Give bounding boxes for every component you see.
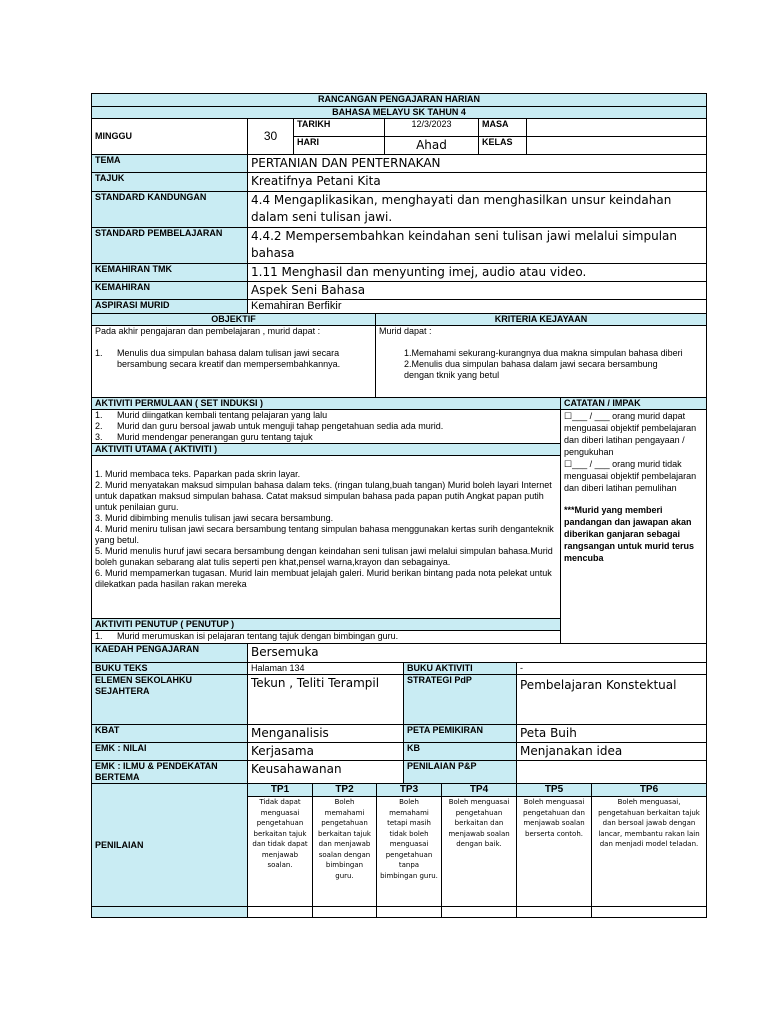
utama-item: 4. Murid meniru tulisan jawi secara bersambung tentang simpulan bahasa menggunakan kertas surih denganteknik yang betul.: [95, 524, 554, 545]
elemen-label: ELEMEN SEKOLAHKU SEJAHTERA: [92, 675, 248, 725]
tarikh-label: TARIKH: [294, 119, 385, 137]
tema-label: TEMA: [92, 155, 248, 173]
permulaan-label: AKTIVITI PERMULAAN ( SET INDUKSI ): [92, 398, 561, 410]
catatan-content: [561, 410, 707, 644]
tmk-value: 1.11 Menghasil dan menyunting imej, audio atau video.: [248, 264, 707, 282]
bottom-table: [91, 643, 707, 784]
tmk-label: KEMAHIRAN TMK: [92, 264, 248, 282]
objektif-intro: Pada akhir pengajaran dan pembelajaran , murid dapat :: [95, 326, 321, 336]
sp-label: STANDARD PEMBELAJARAN: [92, 228, 248, 264]
tp5-desc: Boleh menguasai pengetahuan dan menjawab soalan berserta contoh.: [517, 797, 592, 907]
tp4-head: TP4: [442, 784, 517, 797]
penutup-item-text: Murid merumuskan isi pelajaran tentang tajuk dengan bimbingan guru.: [117, 631, 399, 641]
aspirasi-label: ASPIRASI MURID: [92, 300, 248, 314]
tp4-desc: Boleh menguasai pengetahuan berkaitan dan menjawab soalan dengan baik.: [442, 797, 517, 907]
bukuteks-label: BUKU TEKS: [92, 663, 248, 675]
info-table: [91, 118, 707, 155]
peta-value: Peta Buih: [517, 725, 707, 743]
hari-value: Ahad: [385, 137, 479, 155]
tp3-check[interactable]: [377, 907, 442, 918]
tp6-head: TP6: [592, 784, 707, 797]
title-line2: BAHASA MELAYU SK TAHUN 4: [92, 107, 707, 119]
header-table: [91, 93, 707, 119]
tema-value: PERTANIAN DAN PENTERNAKAN: [248, 155, 707, 173]
utama-item: 6. Murid mempamerkan tugasan. Murid lain membuat jelajah galeri. Murid berikan bintang pada nota pelekat untuk dilekatkan pada hasilan rakan mereka: [95, 568, 552, 589]
utama-content: [92, 456, 561, 619]
tp2-desc: Boleh memahami pengetahuan berkaitan tajuk dan menjawab soalan dengan bimbingan guru.: [313, 797, 377, 907]
kaedah-value: Bersemuka: [248, 644, 707, 663]
kriteria-label: KRITERIA KEJAYAAN: [376, 314, 707, 326]
permulaan-content: [92, 410, 561, 444]
tp3-desc: Boleh memahami tetapi masih tidak boleh menguasai pengetahuan tanpa bimbingan guru.: [377, 797, 442, 907]
aktiviti-table: [91, 397, 707, 644]
sk-value: 4.4 Mengaplikasikan, menghayati dan menghasilkan unsur keindahan dalam seni tulisan jawi.: [248, 192, 707, 228]
kemahiran-value: Aspek Seni Bahasa: [248, 282, 707, 300]
tp1-check[interactable]: [248, 907, 313, 918]
catatan-label: CATATAN / IMPAK: [561, 398, 707, 410]
penilaian-footer-label: [92, 907, 248, 918]
utama-item: 1. Murid membaca teks. Paparkan pada skrin layar.: [95, 469, 301, 479]
penilaianpp-value: [517, 761, 707, 784]
permulaan-item: 2. Murid dan guru bersoal jawab untuk menguji tahap pengetahuan sedia ada murid.: [95, 421, 444, 431]
tp5-head: TP5: [517, 784, 592, 797]
tp6-check[interactable]: [592, 907, 707, 918]
tajuk-label: TAJUK: [92, 173, 248, 192]
hari-label: HARI: [294, 137, 385, 155]
minggu-value: 30: [248, 119, 294, 155]
ilmu-value: Keusahawanan: [248, 761, 404, 784]
ilmu-label: EMK : ILMU & PENDEKATAN BERTEMA: [92, 761, 248, 784]
tp5-check[interactable]: [517, 907, 592, 918]
tp3-head: TP3: [377, 784, 442, 797]
sp-value: 4.4.2 Mempersembahkan keindahan seni tulisan jawi melalui simpulan bahasa: [248, 228, 707, 264]
bukuaktiviti-value: -: [517, 663, 707, 675]
penutup-content: [92, 631, 561, 644]
details-table: [91, 154, 707, 314]
utama-label: AKTIVITI UTAMA ( AKTIVITI ): [92, 444, 561, 456]
tp1-desc: Tidak dapat menguasai pengetahuan berkaitan tajuk dan tidak dapat menjawab soalan.: [248, 797, 313, 907]
nilai-label: EMK : NILAI: [92, 743, 248, 761]
permulaan-item: 1. Murid diingatkan kembali tentang pelajaran yang lalu: [95, 410, 328, 420]
penilaian-table: [91, 783, 707, 918]
objektif-table: [91, 313, 707, 398]
kb-value: Menjanakan idea: [517, 743, 707, 761]
objektif-content: [92, 326, 376, 398]
objektif-label: OBJEKTIF: [92, 314, 376, 326]
sk-label: STANDARD KANDUNGAN: [92, 192, 248, 228]
kbat-label: KBAT: [92, 725, 248, 743]
kelas-label: KELAS: [479, 137, 527, 155]
penutup-label: AKTIVITI PENUTUP ( PENUTUP ): [92, 619, 561, 631]
utama-item: 5. Murid menulis huruf jawi secara bersambung dengan keindahan seni tulisan jawi melalui simpulan bahasa.Murid boleh gunakan sebarang alat tulis seperti pen khat,pensel warna,krayon dan sebagainya.: [95, 546, 553, 567]
bukuaktiviti-label: BUKU AKTIVITI: [404, 663, 517, 675]
kemahiran-label: KEMAHIRAN: [92, 282, 248, 300]
strategi-label: STRATEGI PdP: [404, 675, 517, 725]
kelas-value: [527, 137, 707, 155]
tp2-check[interactable]: [313, 907, 377, 918]
objektif-item-num: 1.: [95, 348, 103, 358]
tp6-desc: Boleh menguasai, pengetahuan berkaitan tajuk dan bersoal jawab dengan lancar, membantu rakan lain dan menjadi model teladan.: [592, 797, 707, 907]
bukuteks-value: Halaman 134: [248, 663, 404, 675]
kriteria-content: [376, 326, 707, 398]
lesson-plan-sheet: [91, 93, 706, 918]
title-line1: RANCANGAN PENGAJARAN HARIAN: [92, 94, 707, 107]
penilaianpp-label: PENILAIAN P&P: [404, 761, 517, 784]
tp1-head: TP1: [248, 784, 313, 797]
tp4-check[interactable]: [442, 907, 517, 918]
aspirasi-value: Kemahiran Berfikir: [248, 300, 707, 314]
utama-item: 3. Murid dibimbing menulis tulisan jawi secara bersambung.: [95, 513, 334, 523]
masa-value: [527, 119, 707, 137]
catatan-text-1: ☐___ / ___ orang murid dapat menguasai objektif pembelajaran dan diberi latihan pengayaan / pengukuhan: [564, 411, 697, 457]
strategi-value: Pembelajaran Konstektual: [517, 675, 707, 725]
penilaian-label: PENILAIAN: [92, 784, 248, 907]
peta-label: PETA PEMIKIRAN: [404, 725, 517, 743]
tp2-head: TP2: [313, 784, 377, 797]
tarikh-value: 12/3/2023: [385, 119, 479, 137]
kb-label: KB: [404, 743, 517, 761]
kriteria-item-2: 2.Menulis dua simpulan bahasa dalam jawi secara bersambung dengan tknik yang betul: [404, 359, 658, 380]
tajuk-value: Kreatifnya Petani Kita: [248, 173, 707, 192]
catatan-text-2: ☐___ / ___ orang murid tidak menguasai objektif pembelajaran dan diberi latihan pemulihan: [564, 459, 697, 493]
penutup-item-num: 1.: [95, 631, 103, 641]
permulaan-item: 3. Murid mendengar penerangan guru tentang tajuk: [95, 432, 313, 442]
utama-item: 2. Murid menyatakan maksud simpulan bahasa dalam teks. (ringan tulang,buah tangan) Murid boleh layari Internet untuk dapatkan maksud simpulan bahasa. Catat maksud simpulan bahasa pada papan putih Angkat papan putih untuk penilaian guru.: [95, 480, 552, 512]
kriteria-item-1: 1.Memahami sekurang-kurangnya dua makna simpulan bahasa diberi: [404, 348, 683, 358]
objektif-item-text: Menulis dua simpulan bahasa dalam tulisan jawi secara bersambung secara kreatif dan mempersembahkannya.: [117, 348, 341, 369]
catatan-text-3: ***Murid yang memberi pandangan dan jawapan akan diberikan ganjaran sebagai rangsangan untuk murid terus mencuba: [564, 505, 695, 563]
kaedah-label: KAEDAH PENGAJARAN: [92, 644, 248, 663]
masa-label: MASA: [479, 119, 527, 137]
elemen-value: Tekun , Teliti Terampil: [248, 675, 404, 725]
minggu-label: MINGGU: [92, 119, 248, 155]
kriteria-intro: Murid dapat :: [379, 326, 432, 336]
kbat-value: Menganalisis: [248, 725, 404, 743]
nilai-value: Kerjasama: [248, 743, 404, 761]
